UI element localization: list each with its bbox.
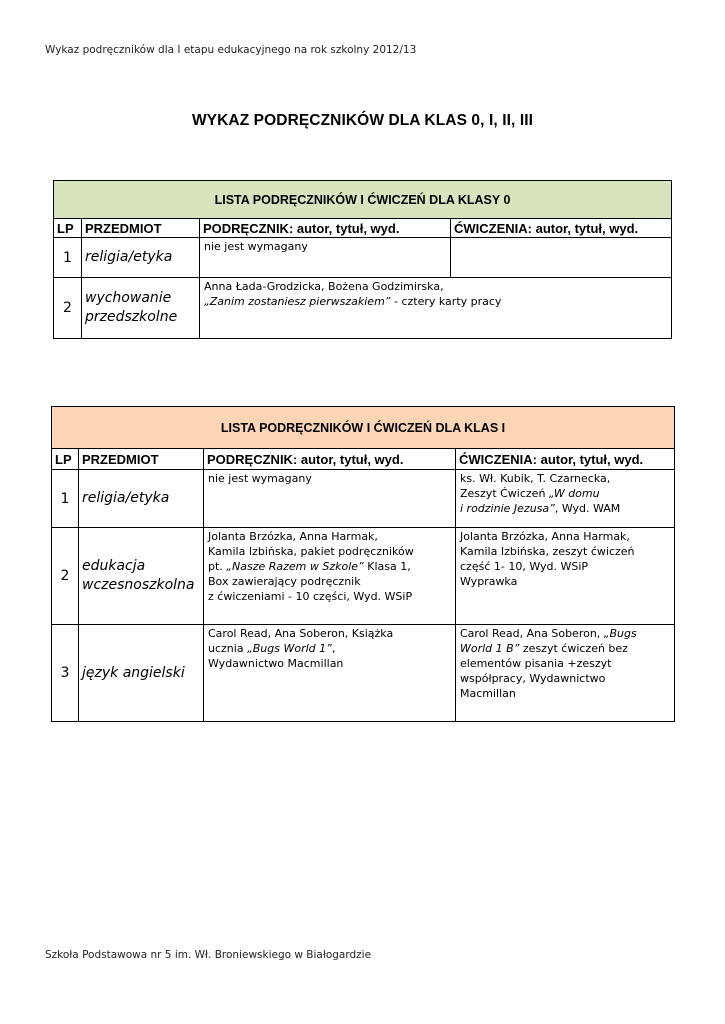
klasa0-table [53,180,672,339]
row-number: 2 [54,278,82,339]
text-fragment: - cztery karty pracy [390,295,502,308]
text-fragment: Kamila Izbińska, zeszyt ćwiczeń [460,545,635,558]
text-fragment: Jolanta Brzózka, Anna Harmak, [208,530,378,543]
text-fragment: ks. Wł. Kubik, T. Czarnecka, [460,472,611,485]
exercises-info [451,238,672,278]
exercises-info [456,528,675,625]
text-line [208,589,451,604]
text-fragment: Klasa 1, [363,560,411,573]
text-fragment: , [331,642,336,655]
textbook-info [200,278,672,339]
column-header-textbook: PODRĘCZNIK: autor, tytuł, wyd. [200,219,451,238]
text-line [460,641,670,656]
table-row [54,238,672,278]
column-header-lp: LP [54,219,82,238]
exercises-info [456,470,675,528]
text-fragment: Box zawierający podręcznik [208,575,361,588]
text-fragment: zeszyt ćwiczeń bez [519,642,628,655]
column-header-subject: PRZEDMIOT [82,219,200,238]
subject-name: religia/etyka [79,470,204,528]
textbook-info [204,470,456,528]
page-header: Wykaz podręczników dla I etapu edukacyjnego na rok szkolny 2012/13 [45,44,417,56]
exercises-info [456,625,675,722]
text-fragment: ucznia [208,642,248,655]
text-fragment: nie jest wymagany [204,240,308,253]
text-line [208,626,451,641]
text-line [460,486,670,501]
italic-title-text: i rodzinie Jezusa” [460,502,555,515]
subject-name [79,528,204,625]
subject-name-line: wczesnoszkolna [82,577,195,593]
textbook-info [204,528,456,625]
text-fragment: Wydawnictwo Macmillan [208,657,344,670]
text-line [204,279,667,294]
text-fragment: współpracy, Wydawnictwo [460,672,606,685]
table-row [52,528,675,625]
text-fragment: pt. [208,560,227,573]
italic-title-text: „W domu [548,487,600,500]
row-number: 2 [52,528,79,625]
subject-name-line: edukacja [82,558,146,574]
text-fragment: elementów pisania +zeszyt [460,657,612,670]
textbook-info [200,238,451,278]
text-line [208,529,451,544]
table-row [54,278,672,339]
text-fragment: Carol Read, Ana Soberon, [460,627,604,640]
italic-title-text: „Bugs [603,627,637,640]
page-title: WYKAZ PODRĘCZNIKÓW DLA KLAS 0, I, II, III [191,112,534,129]
text-line [204,239,446,254]
text-fragment: Macmillan [460,687,516,700]
subject-name [82,278,200,339]
text-line [460,501,670,516]
page-footer: Szkoła Podstawowa nr 5 im. Wł. Broniewskiego w Białogardzie [45,949,372,961]
text-line [460,686,670,701]
row-number: 1 [54,238,82,278]
italic-title-text: World 1 B” [460,642,520,655]
text-line [208,471,451,486]
text-fragment: część 1- 10, Wyd. WSiP [460,560,589,573]
text-line [460,574,670,589]
klasa1-table-caption: LISTA PODRĘCZNIKÓW I ĆWICZEŃ DLA KLAS I [52,407,675,449]
text-line [208,656,451,671]
subject-name: język angielski [79,625,204,722]
subject-name: religia/etyka [82,238,200,278]
text-line [460,559,670,574]
table-row [52,470,675,528]
textbook-info [204,625,456,722]
text-line [460,626,670,641]
column-header-exercises: ĆWICZENIA: autor, tytuł, wyd. [456,449,675,470]
column-header-subject: PRZEDMIOT [79,449,204,470]
text-fragment: Carol Read, Ana Soberon, Książka [208,627,394,640]
text-fragment: Jolanta Brzózka, Anna Harmak, [460,530,630,543]
text-fragment: Wyprawka [460,575,518,588]
text-line [460,544,670,559]
text-line [460,656,670,671]
klasa1-table [51,406,675,722]
text-line [460,471,670,486]
text-line [460,671,670,686]
text-line [460,529,670,544]
text-fragment: z ćwiczeniami - 10 części, Wyd. WSiP [208,590,413,603]
text-fragment: nie jest wymagany [208,472,312,485]
table-row [52,625,675,722]
text-line [208,544,451,559]
text-fragment: Zeszyt Ćwiczeń [460,487,549,500]
text-fragment: , Wyd. WAM [554,502,621,515]
text-line [208,574,451,589]
text-fragment: Anna Łada-Grodzicka, Bożena Godzimirska, [204,280,444,293]
italic-title-text: „Nasze Razem w Szkole” [226,560,364,573]
text-line [208,559,451,574]
column-header-exercises: ĆWICZENIA: autor, tytuł, wyd. [451,219,672,238]
row-number: 1 [52,470,79,528]
column-header-textbook: PODRĘCZNIK: autor, tytuł, wyd. [204,449,456,470]
row-number: 3 [52,625,79,722]
italic-title-text: „Bugs World 1” [247,642,332,655]
column-header-lp: LP [52,449,79,470]
subject-name-line: wychowanie [85,290,172,306]
text-line [208,641,451,656]
subject-name-line: przedszkolne [85,309,178,325]
italic-title-text: „Zanim zostaniesz pierwszakiem” [204,295,391,308]
text-line [204,294,667,309]
klasa0-table-caption: LISTA PODRĘCZNIKÓW I ĆWICZEŃ DLA KLASY 0 [54,181,672,219]
text-fragment: Kamila Izbińska, pakiet podręczników [208,545,414,558]
